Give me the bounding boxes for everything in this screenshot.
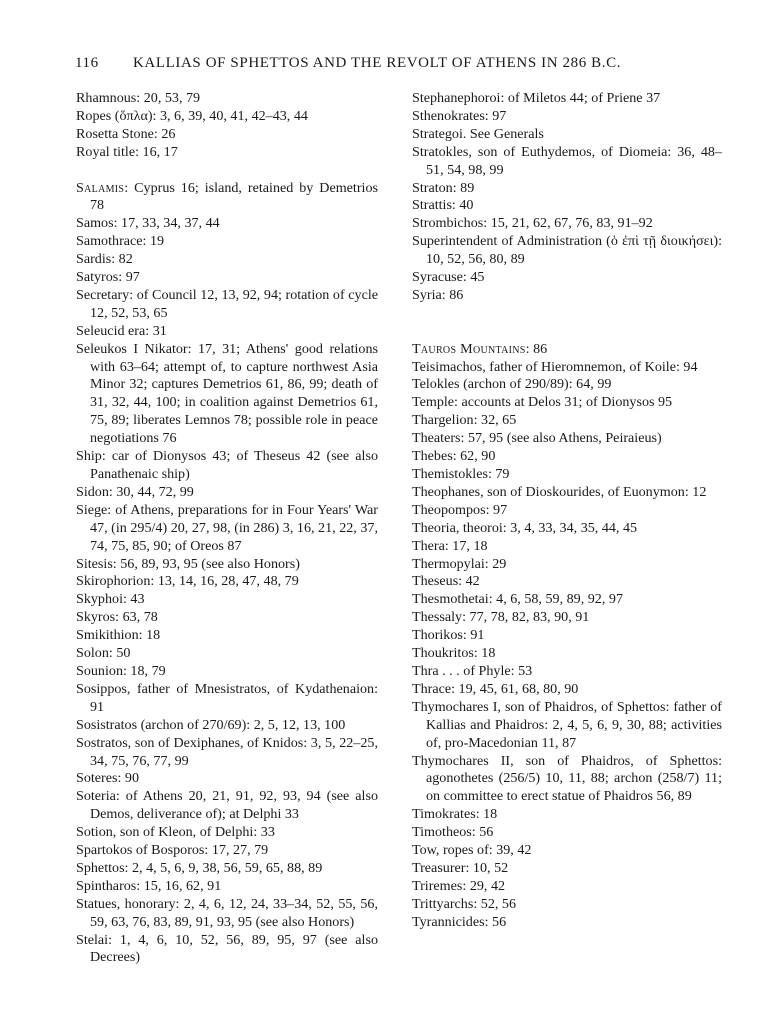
index-entry-text: Sosistratos (archon of 270/69): 2, 5, 12, 13, 100 [76,716,346,733]
index-entry [412,287,722,305]
index-entry [412,609,722,627]
index-entry-text: Stratokles, son of Euthydemos, of Diomeia: 36, 48–51, 54, 98, 99 [412,143,722,178]
index-entry-text: Sotion, son of Kleon, of Delphi: 33 [76,824,275,841]
index-entry [412,430,722,448]
index-entry [76,896,378,932]
index-entry-text: Triremes: 29, 42 [412,877,506,894]
index-entry [76,681,378,717]
index-entry [412,215,722,233]
index-entry-text: Stelai: 1, 4, 6, 10, 52, 56, 89, 95, 97 (see also Decrees) [76,931,378,966]
index-entry-text: : Cyprus 16; island, retained by Demetrios 78 [90,179,378,214]
index-entry-text: Siege: of Athens, preparations for in Four Years' War 47, (in 295/4) 20, 27, 98, (in 286) 3, 16, 21, 22, 37, 74, 75, 85, 90; of Oreos 87 [76,501,378,554]
index-entry-text: Teisimachos, father of Hieromnemon, of Koile: 94 [412,358,698,375]
index-entry-text: Strattis: 40 [412,197,474,214]
index-entry-text: Theaters: 57, 95 (see also Athens, Peiraieus) [412,430,662,447]
index-entry [412,914,722,932]
index-entry [76,573,378,591]
index-entry [76,735,378,771]
index-entry [412,502,722,520]
index-entry [76,663,378,681]
index-entry [76,645,378,663]
index-entry-text: Telokles (archon of 290/89): 64, 99 [412,376,612,393]
index-entry [412,860,722,878]
index-column-left [76,90,378,967]
index-entry-text: Strategoi. See Generals [412,125,544,142]
index-entry-text: Spintharos: 15, 16, 62, 91 [76,877,222,894]
index-entry [412,144,722,180]
index-entry [76,556,378,574]
index-entry [412,233,722,269]
index-entry [412,180,722,198]
index-entry-text: Soteres: 90 [76,770,140,787]
index-entry [412,269,722,287]
index-entry-text: Ship: car of Dionysos 43; of Theseus 42 (see also Panathenaic ship) [76,448,378,483]
index-entry [412,681,722,699]
index-entry [76,215,378,233]
index-entry [412,90,722,108]
index-entry [412,376,722,394]
index-entry [76,627,378,645]
section-lead-term: Salamis [76,179,125,196]
index-entry-text: Temple: accounts at Delos 31; of Dionysos 95 [412,394,673,411]
page-number: 116 [75,55,99,71]
index-entry-text: Syria: 86 [412,286,464,303]
index-entry [412,412,722,430]
index-entry-text: Samos: 17, 33, 34, 37, 44 [76,215,220,232]
index-entry-text: Spartokos of Bosporos: 17, 27, 79 [76,842,269,859]
index-entry [412,466,722,484]
index-entry-text: Skyphoi: 43 [76,591,145,608]
index-entry-text: Theophanes, son of Dioskourides, of Euonymon: 12 [412,483,707,500]
index-entry-text: Theopompos: 97 [412,501,508,518]
index-entry-text: Thoukritos: 18 [412,645,496,662]
index-entry [412,627,722,645]
section-gap [76,162,378,180]
index-entry [412,359,722,377]
index-entry [76,108,378,126]
index-entry-text: Thymochares I, son of Phaidros, of Sphettos: father of Kallias and Phaidros: 2, 4, 5, 6, 9, 30, 88; activities of, pro-Macedonian 11, 87 [412,698,722,751]
index-entry-text: Soteria: of Athens 20, 21, 91, 92, 93, 94 (see also Demos, deliverance of); at Delphi 33 [76,788,378,823]
index-entry-text: Stephanephoroi: of Miletos 44; of Priene 37 [412,90,661,106]
index-entry [412,824,722,842]
index-entry-text: Thrace: 19, 45, 61, 68, 80, 90 [412,680,579,697]
index-entry-text: Skirophorion: 13, 14, 16, 28, 47, 48, 79 [76,573,299,590]
index-entry-text: Thermopylai: 29 [412,555,507,572]
index-entry-text: : 86 [525,340,548,357]
index-entry [412,573,722,591]
index-entry [412,538,722,556]
index-entry-text: Thymochares II, son of Phaidros, of Sphettos: agonothetes (256/5) 10, 11, 88; archon (258/7) 11; on committee to erect statue of Phaidros 56, 89 [412,752,722,805]
index-entry-text: Sitesis: 56, 89, 93, 95 (see also Honors) [76,555,300,572]
index-entry-text: Skyros: 63, 78 [76,609,158,626]
index-entry-text: Sidon: 30, 44, 72, 99 [76,483,194,500]
index-entry [76,126,378,144]
index-entry [76,860,378,878]
index-entry [412,108,722,126]
index-entry-text: Samothrace: 19 [76,233,165,250]
index-entry-text: Secretary: of Council 12, 13, 92, 94; rotation of cycle 12, 52, 53, 65 [76,286,378,321]
index-entry-text: Sosippos, father of Mnesistratos, of Kydathenaion: 91 [76,680,378,715]
index-entry [76,448,378,484]
index-entry [412,484,722,502]
index-entry [76,770,378,788]
index-entry [76,144,378,162]
index-entry [412,394,722,412]
index-entry [76,484,378,502]
index-entry-text: Thera: 17, 18 [412,537,488,554]
index-entry-text: Trittyarchs: 52, 56 [412,895,517,912]
section-gap [412,305,722,323]
index-entry [76,233,378,251]
index-entry [76,251,378,269]
index-entry-text: Theoria, theoroi: 3, 4, 33, 34, 35, 44, 45 [412,519,638,536]
index-entry [76,180,378,216]
index-entry-text: Sounion: 18, 79 [76,662,166,679]
index-entry-text: Syracuse: 45 [412,269,485,286]
index-entry-text: Superintendent of Administration (ὁ ἐπὶ τῇ διοικήσει): 10, 52, 56, 80, 89 [412,233,722,268]
index-entry-text: Theseus: 42 [412,573,480,590]
index-entry-text: Ropes (ὅπλα): 3, 6, 39, 40, 41, 42–43, 44 [76,107,308,124]
section-gap [412,323,722,341]
index-entry-text: Smikithion: 18 [76,627,161,644]
index-entry [412,645,722,663]
index-entry-text: Satyros: 97 [76,269,140,286]
index-entry [76,878,378,896]
index-column-right [412,90,722,932]
index-entry [412,896,722,914]
index-entry-text: Statues, honorary: 2, 4, 6, 12, 24, 33–34, 52, 55, 56, 59, 63, 76, 83, 89, 91, 93, 95 (see also Honors) [76,895,378,930]
index-entry-text: Thorikos: 91 [412,627,485,644]
index-entry-text: Timotheos: 56 [412,824,494,841]
index-entry-text: Thra . . . of Phyle: 53 [412,662,533,679]
index-entry [412,699,722,753]
index-entry [76,717,378,735]
index-entry-text: Royal title: 16, 17 [76,143,178,160]
index-entry [412,520,722,538]
index-entry-text: Thargelion: 32, 65 [412,412,517,429]
index-entry [412,753,722,807]
index-entry [412,878,722,896]
index-entry [76,591,378,609]
index-entry [76,788,378,824]
index-entry [412,806,722,824]
running-header [75,55,725,77]
index-entry [412,126,722,144]
index-entry [76,932,378,968]
index-entry [76,609,378,627]
index-entry [412,842,722,860]
index-entry-text: Tow, ropes of: 39, 42 [412,842,532,859]
index-entry-text: Treasurer: 10, 52 [412,859,509,876]
index-entry [412,197,722,215]
index-entry [412,663,722,681]
index-entry [76,323,378,341]
index-entry-text: Rhamnous: 20, 53, 79 [76,90,201,106]
index-entry [76,502,378,556]
index-entry [76,341,378,448]
index-entry-text: Strombichos: 15, 21, 62, 67, 76, 83, 91–92 [412,215,653,232]
index-entry-text: Sostratos, son of Dexiphanes, of Knidos: 3, 5, 22–25, 34, 75, 76, 77, 99 [76,734,378,769]
index-entry-text: Rosetta Stone: 26 [76,125,176,142]
index-entry [412,448,722,466]
section-lead-term: Tauros Mountains [412,340,526,357]
index-entry [76,842,378,860]
index-entry [412,591,722,609]
index-entry [76,824,378,842]
index-entry-text: Timokrates: 18 [412,806,498,823]
index-entry [76,90,378,108]
index-entry-text: Straton: 89 [412,179,475,196]
index-entry-text: Solon: 50 [76,645,131,662]
running-title: KALLIAS OF SPHETTOS AND THE REVOLT OF ATHENS IN 286 B.C. [133,55,622,71]
index-entry-text: Seleukos I Nikator: 17, 31; Athens' good relations with 63–64; attempt of, to capture northwest Asia Minor 32; captures Demetrios 61, 86, 99; death of 31, 32, 44, 100; in coalition against Demetrios 61, 75, 89; liberates Lemnos 78; possible role in peace negotiations 76 [76,340,378,447]
index-entry-text: Themistokles: 79 [412,466,510,482]
index-entry-text: Sthenokrates: 97 [412,107,507,124]
index-entry-text: Seleucid era: 31 [76,322,167,339]
index-entry-text: Thebes: 62, 90 [412,448,496,465]
index-entry-text: Sphettos: 2, 4, 5, 6, 9, 38, 56, 59, 65, 88, 89 [76,859,323,876]
index-entry [76,269,378,287]
index-entry-text: Sardis: 82 [76,251,133,268]
index-entry-text: Thessaly: 77, 78, 82, 83, 90, 91 [412,609,590,626]
index-entry-text: Tyrannicides: 56 [412,913,507,930]
index-entry [76,287,378,323]
index-entry-text: Thesmothetai: 4, 6, 58, 59, 89, 92, 97 [412,591,623,608]
index-entry [412,556,722,574]
index-entry [412,341,722,359]
